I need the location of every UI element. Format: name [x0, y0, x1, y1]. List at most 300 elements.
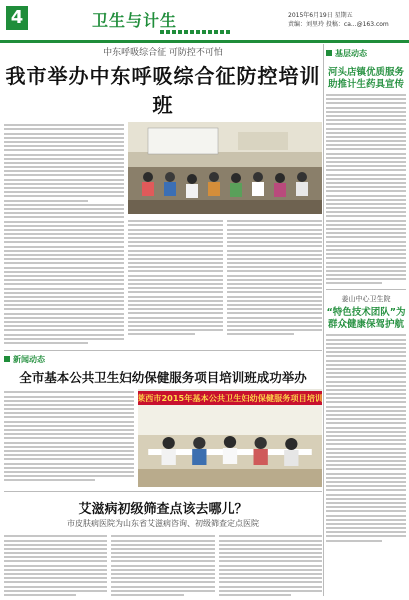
text-line-placeholder — [4, 225, 124, 227]
text-line-placeholder — [227, 270, 322, 272]
text-line-placeholder — [4, 396, 134, 398]
text-line-placeholder — [128, 220, 223, 222]
text-line-placeholder — [326, 207, 406, 209]
text-line-placeholder — [4, 128, 124, 130]
training-photo — [128, 122, 322, 214]
text-line-placeholder — [227, 262, 322, 264]
text-line-placeholder — [4, 212, 124, 214]
text-line-placeholder — [4, 391, 134, 393]
text-line-placeholder — [4, 329, 124, 331]
text-line-placeholder — [4, 467, 134, 469]
text-line-placeholder — [326, 153, 406, 155]
article2-photo — [138, 389, 322, 487]
text-line-placeholder — [128, 237, 223, 239]
text-line-placeholder — [326, 186, 406, 188]
text-line-placeholder — [227, 312, 322, 314]
text-line-placeholder — [326, 123, 406, 125]
text-line-placeholder — [326, 257, 406, 259]
text-line-placeholder — [4, 288, 124, 290]
text-line-placeholder — [326, 535, 406, 537]
text-line-placeholder — [128, 333, 195, 335]
text-line-placeholder — [128, 241, 223, 243]
text-line-placeholder — [128, 250, 223, 252]
text-line-placeholder — [4, 195, 124, 197]
article2-headline: 全市基本公共卫生妇幼保健服务项目培训班成功举办 — [19, 370, 307, 386]
text-line-placeholder — [326, 203, 406, 205]
text-line-placeholder — [219, 552, 322, 554]
text-line-placeholder — [4, 565, 107, 567]
text-line-placeholder — [4, 262, 124, 264]
text-line-placeholder — [4, 292, 124, 294]
text-line-placeholder — [227, 237, 322, 239]
article3-body — [4, 533, 322, 598]
text-line-placeholder — [111, 594, 183, 596]
text-line-placeholder — [111, 552, 214, 554]
text-line-placeholder — [4, 433, 134, 435]
text-line-placeholder — [128, 279, 223, 281]
text-line-placeholder — [111, 590, 214, 592]
article3-subhead: 市皮肤病医院为山东省艾滋病咨询、初级筛查定点医院 — [67, 519, 259, 529]
text-line-placeholder — [326, 111, 406, 113]
editor-line: 责编：刘里玲 投稿：ca...@163.com — [288, 21, 389, 28]
text-line-placeholder — [326, 165, 406, 167]
text-line-placeholder — [227, 317, 322, 319]
text-line-placeholder — [326, 102, 406, 104]
text-line-placeholder — [326, 494, 406, 496]
text-line-placeholder — [4, 267, 124, 269]
text-line-placeholder — [326, 519, 406, 521]
section-title: 卫生与计生 — [92, 11, 178, 30]
text-line-placeholder — [111, 544, 214, 546]
text-line-placeholder — [128, 233, 223, 235]
text-line-placeholder — [326, 144, 406, 146]
text-line-placeholder — [111, 535, 214, 537]
text-line-placeholder — [4, 174, 124, 176]
text-line-placeholder — [326, 485, 406, 487]
text-line-placeholder — [128, 258, 223, 260]
text-line-placeholder — [4, 179, 124, 181]
text-line-placeholder — [4, 437, 134, 439]
text-line-placeholder — [326, 241, 406, 243]
text-line-placeholder — [227, 304, 322, 306]
text-line-placeholder — [326, 418, 406, 420]
text-line-placeholder — [227, 279, 322, 281]
text-line-placeholder — [4, 124, 124, 126]
text-line-placeholder — [128, 229, 223, 231]
text-line-placeholder — [219, 565, 322, 567]
text-line-placeholder — [4, 577, 107, 579]
text-line-placeholder — [4, 208, 124, 210]
text-line-placeholder — [326, 253, 406, 255]
text-line-placeholder — [326, 220, 406, 222]
text-line-placeholder — [326, 140, 406, 142]
text-line-placeholder — [4, 475, 134, 477]
text-line-placeholder — [4, 279, 124, 281]
text-line-placeholder — [128, 304, 223, 306]
text-line-placeholder — [128, 283, 223, 285]
text-line-placeholder — [4, 275, 124, 277]
text-line-placeholder — [326, 98, 406, 100]
text-line-placeholder — [219, 577, 322, 579]
text-line-placeholder — [326, 439, 406, 441]
text-line-placeholder — [4, 191, 124, 193]
text-line-placeholder — [4, 254, 124, 256]
text-line-placeholder — [326, 468, 406, 470]
text-line-placeholder — [128, 296, 223, 298]
text-line-placeholder — [111, 569, 214, 571]
text-line-placeholder — [4, 404, 134, 406]
text-line-placeholder — [4, 471, 134, 473]
text-line-placeholder — [219, 556, 322, 558]
text-line-placeholder — [4, 154, 124, 156]
text-line-placeholder — [4, 540, 107, 542]
text-line-placeholder — [4, 458, 134, 460]
column-divider — [323, 44, 324, 596]
article1-headline: 我市举办中东呼吸综合征防控培训班 — [5, 64, 321, 117]
text-line-placeholder — [128, 329, 223, 331]
text-line-placeholder — [227, 333, 294, 335]
text-line-placeholder — [219, 573, 322, 575]
text-line-placeholder — [227, 287, 322, 289]
text-line-placeholder — [227, 308, 322, 310]
text-line-placeholder — [4, 317, 124, 319]
text-line-placeholder — [326, 148, 406, 150]
text-line-placeholder — [219, 548, 322, 550]
text-line-placeholder — [4, 548, 107, 550]
text-line-placeholder — [227, 275, 322, 277]
text-line-placeholder — [4, 338, 124, 340]
text-line-placeholder — [4, 300, 124, 302]
text-line-placeholder — [326, 414, 406, 416]
text-line-placeholder — [4, 141, 124, 143]
text-line-placeholder — [326, 431, 406, 433]
sidebar-story1-body — [326, 94, 406, 284]
text-line-placeholder — [4, 544, 107, 546]
text-line-placeholder — [219, 560, 322, 562]
text-line-placeholder — [326, 477, 406, 479]
text-line-placeholder — [4, 149, 124, 151]
text-line-placeholder — [128, 224, 223, 226]
text-line-placeholder — [4, 271, 124, 273]
text-line-placeholder — [326, 195, 406, 197]
text-line-placeholder — [4, 170, 124, 172]
text-line-placeholder — [128, 245, 223, 247]
banner-text: 莱西市2015年基本公共卫生妇幼保健服务项目培训 — [138, 393, 322, 404]
text-line-placeholder — [4, 308, 124, 310]
text-line-placeholder — [326, 376, 406, 378]
text-line-placeholder — [326, 427, 406, 429]
article1-right — [128, 122, 322, 346]
text-line-placeholder — [128, 325, 223, 327]
text-line-placeholder — [4, 569, 107, 571]
text-line-placeholder — [227, 220, 322, 222]
text-line-placeholder — [219, 590, 322, 592]
text-line-placeholder — [4, 204, 124, 206]
text-line-placeholder — [326, 381, 406, 383]
text-line-placeholder — [326, 107, 406, 109]
text-line-placeholder — [326, 435, 406, 437]
text-line-placeholder — [326, 443, 406, 445]
text-line-placeholder — [326, 224, 406, 226]
article3-headline: 艾滋病初级筛查点该去哪儿？ — [78, 502, 248, 518]
text-line-placeholder — [4, 229, 124, 231]
text-line-placeholder — [4, 233, 124, 235]
text-line-placeholder — [128, 270, 223, 272]
text-line-placeholder — [111, 540, 214, 542]
text-line-placeholder — [4, 463, 134, 465]
text-line-placeholder — [326, 515, 406, 517]
text-line-placeholder — [326, 355, 406, 357]
text-line-placeholder — [326, 334, 406, 336]
article2 — [4, 350, 322, 487]
text-line-placeholder — [326, 339, 406, 341]
text-line-placeholder — [326, 406, 406, 408]
article1-kicker: 中东呼吸综合征 可防控不可怕 — [103, 48, 223, 58]
text-line-placeholder — [4, 421, 134, 423]
text-line-placeholder — [4, 162, 124, 164]
text-line-placeholder — [4, 416, 134, 418]
text-line-placeholder — [326, 215, 406, 217]
text-line-placeholder — [219, 569, 322, 571]
text-line-placeholder — [128, 317, 223, 319]
text-line-placeholder — [4, 429, 134, 431]
text-line-placeholder — [4, 237, 124, 239]
text-line-placeholder — [4, 296, 124, 298]
text-line-placeholder — [4, 304, 124, 306]
text-line-placeholder — [326, 385, 406, 387]
text-line-placeholder — [326, 448, 406, 450]
text-line-placeholder — [326, 228, 406, 230]
text-line-placeholder — [326, 410, 406, 412]
text-line-placeholder — [326, 364, 406, 366]
text-line-placeholder — [4, 183, 124, 185]
text-line-placeholder — [111, 577, 214, 579]
sidebar-story2-body — [326, 334, 406, 541]
text-line-placeholder — [326, 274, 406, 276]
text-line-placeholder — [4, 581, 107, 583]
text-line-placeholder — [111, 565, 214, 567]
sidebar-story2-kicker: 姜山中心卫生院 — [341, 295, 391, 304]
text-line-placeholder — [4, 145, 124, 147]
text-line-placeholder — [227, 241, 322, 243]
text-line-placeholder — [4, 450, 134, 452]
text-line-placeholder — [326, 498, 406, 500]
text-line-placeholder — [326, 456, 406, 458]
text-line-placeholder — [227, 283, 322, 285]
text-line-placeholder — [326, 393, 406, 395]
sidebar-story2-headline: “特色技术团队”为群众健康保驾护航 — [326, 307, 406, 331]
sidebar-column — [326, 44, 406, 544]
text-line-placeholder — [128, 300, 223, 302]
text-line-placeholder — [227, 321, 322, 323]
text-line-placeholder — [326, 262, 406, 264]
text-line-placeholder — [227, 245, 322, 247]
main-column — [4, 44, 322, 598]
text-line-placeholder — [128, 262, 223, 264]
text-line-placeholder — [326, 266, 406, 268]
text-line-placeholder — [111, 560, 214, 562]
text-line-placeholder — [326, 128, 406, 130]
text-line-placeholder — [219, 544, 322, 546]
text-line-placeholder — [227, 250, 322, 252]
text-line-placeholder — [326, 232, 406, 234]
date-line: 2015年6月19日 星期五 — [288, 12, 353, 19]
text-line-placeholder — [326, 347, 406, 349]
text-line-placeholder — [4, 400, 134, 402]
text-line-placeholder — [326, 161, 406, 163]
sidebar-story2 — [326, 289, 406, 541]
text-line-placeholder — [326, 136, 406, 138]
text-line-placeholder — [4, 446, 134, 448]
text-line-placeholder — [326, 368, 406, 370]
text-line-placeholder — [326, 270, 406, 272]
text-line-placeholder — [326, 372, 406, 374]
text-line-placeholder — [326, 178, 406, 180]
text-line-placeholder — [4, 187, 124, 189]
text-line-placeholder — [326, 481, 406, 483]
text-line-placeholder — [326, 531, 406, 533]
text-line-placeholder — [4, 325, 124, 327]
text-line-placeholder — [219, 535, 322, 537]
text-line-placeholder — [4, 594, 76, 596]
article1-body — [4, 122, 322, 346]
article2-section-tag: 新闻动态 — [4, 354, 322, 365]
text-line-placeholder — [128, 308, 223, 310]
text-line-placeholder — [219, 540, 322, 542]
sidebar-section-tag: 基层动态 — [326, 48, 406, 59]
text-line-placeholder — [227, 258, 322, 260]
text-line-placeholder — [326, 245, 406, 247]
text-line-placeholder — [326, 506, 406, 508]
page-number: 4 — [6, 6, 28, 30]
sidebar-story1-headline: 河头店镇优质服务助推计生药具宣传 — [327, 67, 404, 90]
article1-text-right — [128, 218, 322, 337]
text-line-placeholder — [227, 233, 322, 235]
text-line-placeholder — [326, 351, 406, 353]
text-line-placeholder — [227, 325, 322, 327]
text-line-placeholder — [326, 540, 382, 542]
text-line-placeholder — [4, 425, 134, 427]
text-line-placeholder — [128, 275, 223, 277]
text-line-placeholder — [227, 229, 322, 231]
text-line-placeholder — [326, 489, 406, 491]
text-line-placeholder — [111, 556, 214, 558]
text-line-placeholder — [326, 389, 406, 391]
text-line-placeholder — [326, 278, 406, 280]
text-line-placeholder — [326, 510, 406, 512]
text-line-placeholder — [326, 249, 406, 251]
text-line-placeholder — [326, 199, 406, 201]
text-line-placeholder — [4, 246, 124, 248]
text-line-placeholder — [227, 254, 322, 256]
text-line-placeholder — [326, 190, 406, 192]
text-line-placeholder — [326, 502, 406, 504]
text-line-placeholder — [4, 250, 124, 252]
article3 — [4, 491, 322, 598]
text-line-placeholder — [4, 158, 124, 160]
text-line-placeholder — [326, 115, 406, 117]
text-line-placeholder — [128, 254, 223, 256]
text-line-placeholder — [326, 236, 406, 238]
text-line-placeholder — [326, 360, 406, 362]
text-line-placeholder — [128, 321, 223, 323]
text-line-placeholder — [227, 266, 322, 268]
text-line-placeholder — [227, 300, 322, 302]
text-line-placeholder — [227, 329, 322, 331]
text-line-placeholder — [4, 137, 124, 139]
text-line-placeholder — [111, 586, 214, 588]
article1-text-left — [4, 122, 124, 346]
text-line-placeholder — [128, 312, 223, 314]
text-line-placeholder — [4, 454, 134, 456]
text-line-placeholder — [326, 119, 406, 121]
text-line-placeholder — [4, 552, 107, 554]
text-line-placeholder — [227, 224, 322, 226]
text-line-placeholder — [326, 422, 406, 424]
text-line-placeholder — [4, 241, 124, 243]
text-line-placeholder — [4, 166, 124, 168]
header-stripe — [160, 30, 230, 34]
text-line-placeholder — [326, 343, 406, 345]
text-line-placeholder — [326, 132, 406, 134]
text-line-placeholder — [326, 464, 406, 466]
text-line-placeholder — [326, 527, 406, 529]
text-line-placeholder — [326, 473, 406, 475]
text-line-placeholder — [4, 200, 88, 202]
text-line-placeholder — [227, 296, 322, 298]
text-line-placeholder — [326, 282, 382, 284]
text-line-placeholder — [4, 334, 124, 336]
text-line-placeholder — [4, 321, 124, 323]
text-line-placeholder — [4, 442, 134, 444]
text-line-placeholder — [326, 452, 406, 454]
text-line-placeholder — [227, 291, 322, 293]
text-line-placeholder — [326, 94, 406, 96]
text-line-placeholder — [326, 401, 406, 403]
text-line-placeholder — [4, 412, 134, 414]
text-line-placeholder — [111, 581, 214, 583]
text-line-placeholder — [4, 283, 124, 285]
text-line-placeholder — [128, 291, 223, 293]
text-line-placeholder — [128, 287, 223, 289]
text-line-placeholder — [326, 460, 406, 462]
text-line-placeholder — [4, 313, 124, 315]
article1-photo — [128, 122, 322, 214]
text-line-placeholder — [4, 133, 124, 135]
text-line-placeholder — [4, 258, 124, 260]
text-line-placeholder — [326, 397, 406, 399]
text-line-placeholder — [4, 560, 107, 562]
text-line-placeholder — [326, 523, 406, 525]
text-line-placeholder — [326, 174, 406, 176]
text-line-placeholder — [111, 548, 214, 550]
text-line-placeholder — [4, 556, 107, 558]
text-line-placeholder — [326, 169, 406, 171]
text-line-placeholder — [219, 594, 291, 596]
text-line-placeholder — [326, 211, 406, 213]
text-line-placeholder — [4, 586, 107, 588]
text-line-placeholder — [326, 182, 406, 184]
text-line-placeholder — [4, 479, 95, 481]
text-line-placeholder — [4, 535, 107, 537]
text-line-placeholder — [326, 157, 406, 159]
text-line-placeholder — [111, 573, 214, 575]
page-header — [0, 0, 409, 43]
meeting-photo — [138, 389, 322, 487]
text-line-placeholder — [4, 408, 134, 410]
text-line-placeholder — [219, 586, 322, 588]
text-line-placeholder — [219, 581, 322, 583]
